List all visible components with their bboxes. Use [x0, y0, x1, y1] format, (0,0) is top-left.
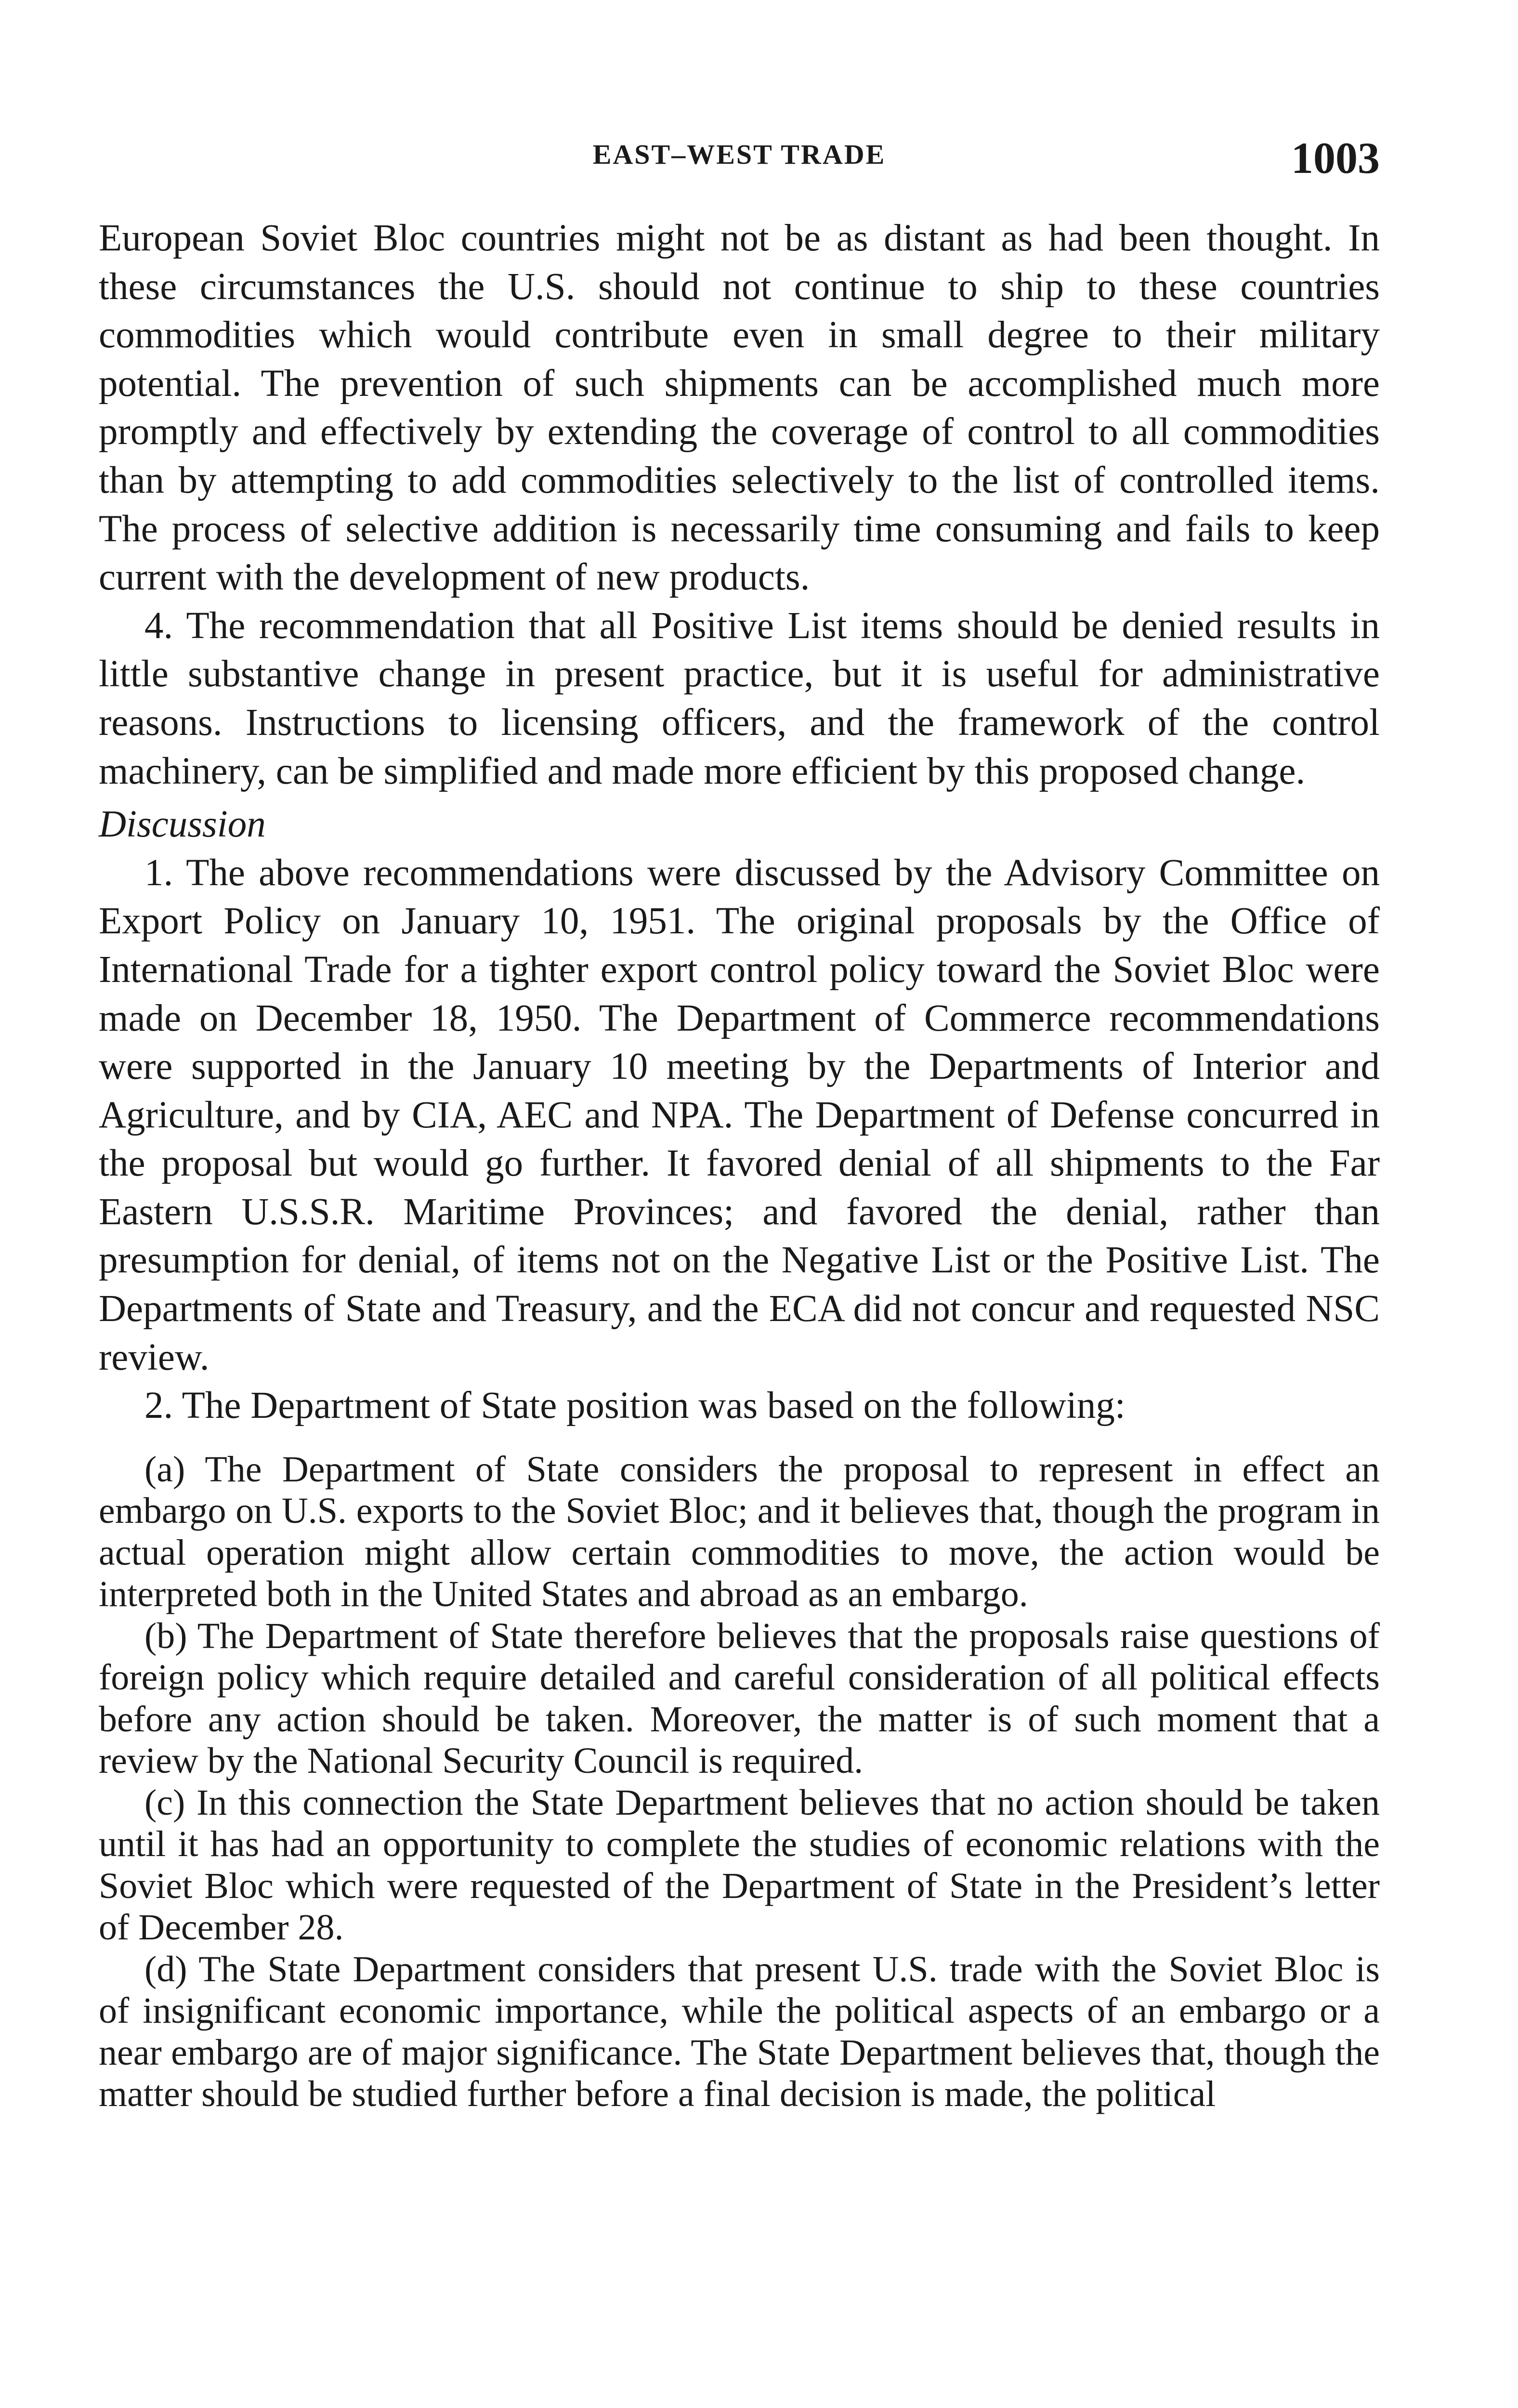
sub-paragraph-c: (c) In this connection the State Department believes that no action should be taken until it has had an opportunity to complete the studies of economic relations with the Soviet Bloc which were requested of the Department of State in the President’s letter of December 28.	[99, 1782, 1380, 1948]
state-position-list	[99, 1449, 1380, 2115]
body-text	[99, 214, 1380, 2115]
page-header	[99, 132, 1380, 185]
paragraph-item-4: 4. The recommendation that all Positive List items should be denied results in little substantive change in present practice, but it is useful for administrative reasons. Instructions to licensing officers, and the framework of the control machinery, can be simplified and made more efficient by this proposed change.	[99, 604, 1380, 792]
discussion-heading: Discussion	[99, 803, 266, 846]
discussion-paragraph-2: 2. The Department of State position was based on the following:	[144, 1385, 1125, 1427]
sub-paragraph-b: (b) The Department of State therefore believes that the proposals raise questions of foreign policy which require detailed and careful consideration of all political effects before any action should be taken. Moreover, the matter is of such moment that a review by the National Security Council is required.	[99, 1615, 1380, 1781]
discussion-paragraph-1: 1. The above recommendations were discussed by the Advisory Committee on Export Policy on January 10, 1951. The original proposals by the Office of International Trade for a tighter export control policy toward the Soviet Bloc were made on December 18, 1950. The Department of Commerce recommendations were supported in the January 10 meeting by the Departments of Interior and Agriculture, and by CIA, AEC and NPA. The Department of Defense concurred in the proposal but would go further. It favored denial of all shipments to the Far Eastern U.S.S.R. Maritime Provinces; and favored the denial, rather than presumption for denial, of items not on the Negative List or the Positive List. The Departments of State and Treasury, and the ECA did not concur and requested NSC review.	[99, 851, 1380, 1378]
paragraph-continuation: European Soviet Bloc countries might not be as distant as had been thought. In these circumstances the U.S. should not continue to ship to these countries commodities which would contribute even in small degree to their military potential. The prevention of such shipments can be accomplished much more promptly and effectively by extending the coverage of control to all commodities than by attempting to add commodities selectively to the list of controlled items. The process of selective addition is necessarily time consuming and fails to keep current with the development of new products.	[99, 217, 1380, 599]
running-title: EAST–WEST TRADE	[592, 139, 886, 170]
page-number: 1003	[1291, 133, 1380, 183]
sub-paragraph-d: (d) The State Department considers that present U.S. trade with the Soviet Bloc is of insignificant economic importance, while the political aspects of an embargo or a near embargo are of major significance. The State Department believes that, though the matter should be studied further before a final decision is made, the political	[99, 1949, 1380, 2115]
sub-paragraph-a: (a) The Department of State considers the proposal to represent in effect an embargo on U.S. exports to the Soviet Bloc; and it believes that, though the program in actual operation might allow certain commodities to move, the action would be interpreted both in the United States and abroad as an embargo.	[99, 1449, 1380, 1615]
